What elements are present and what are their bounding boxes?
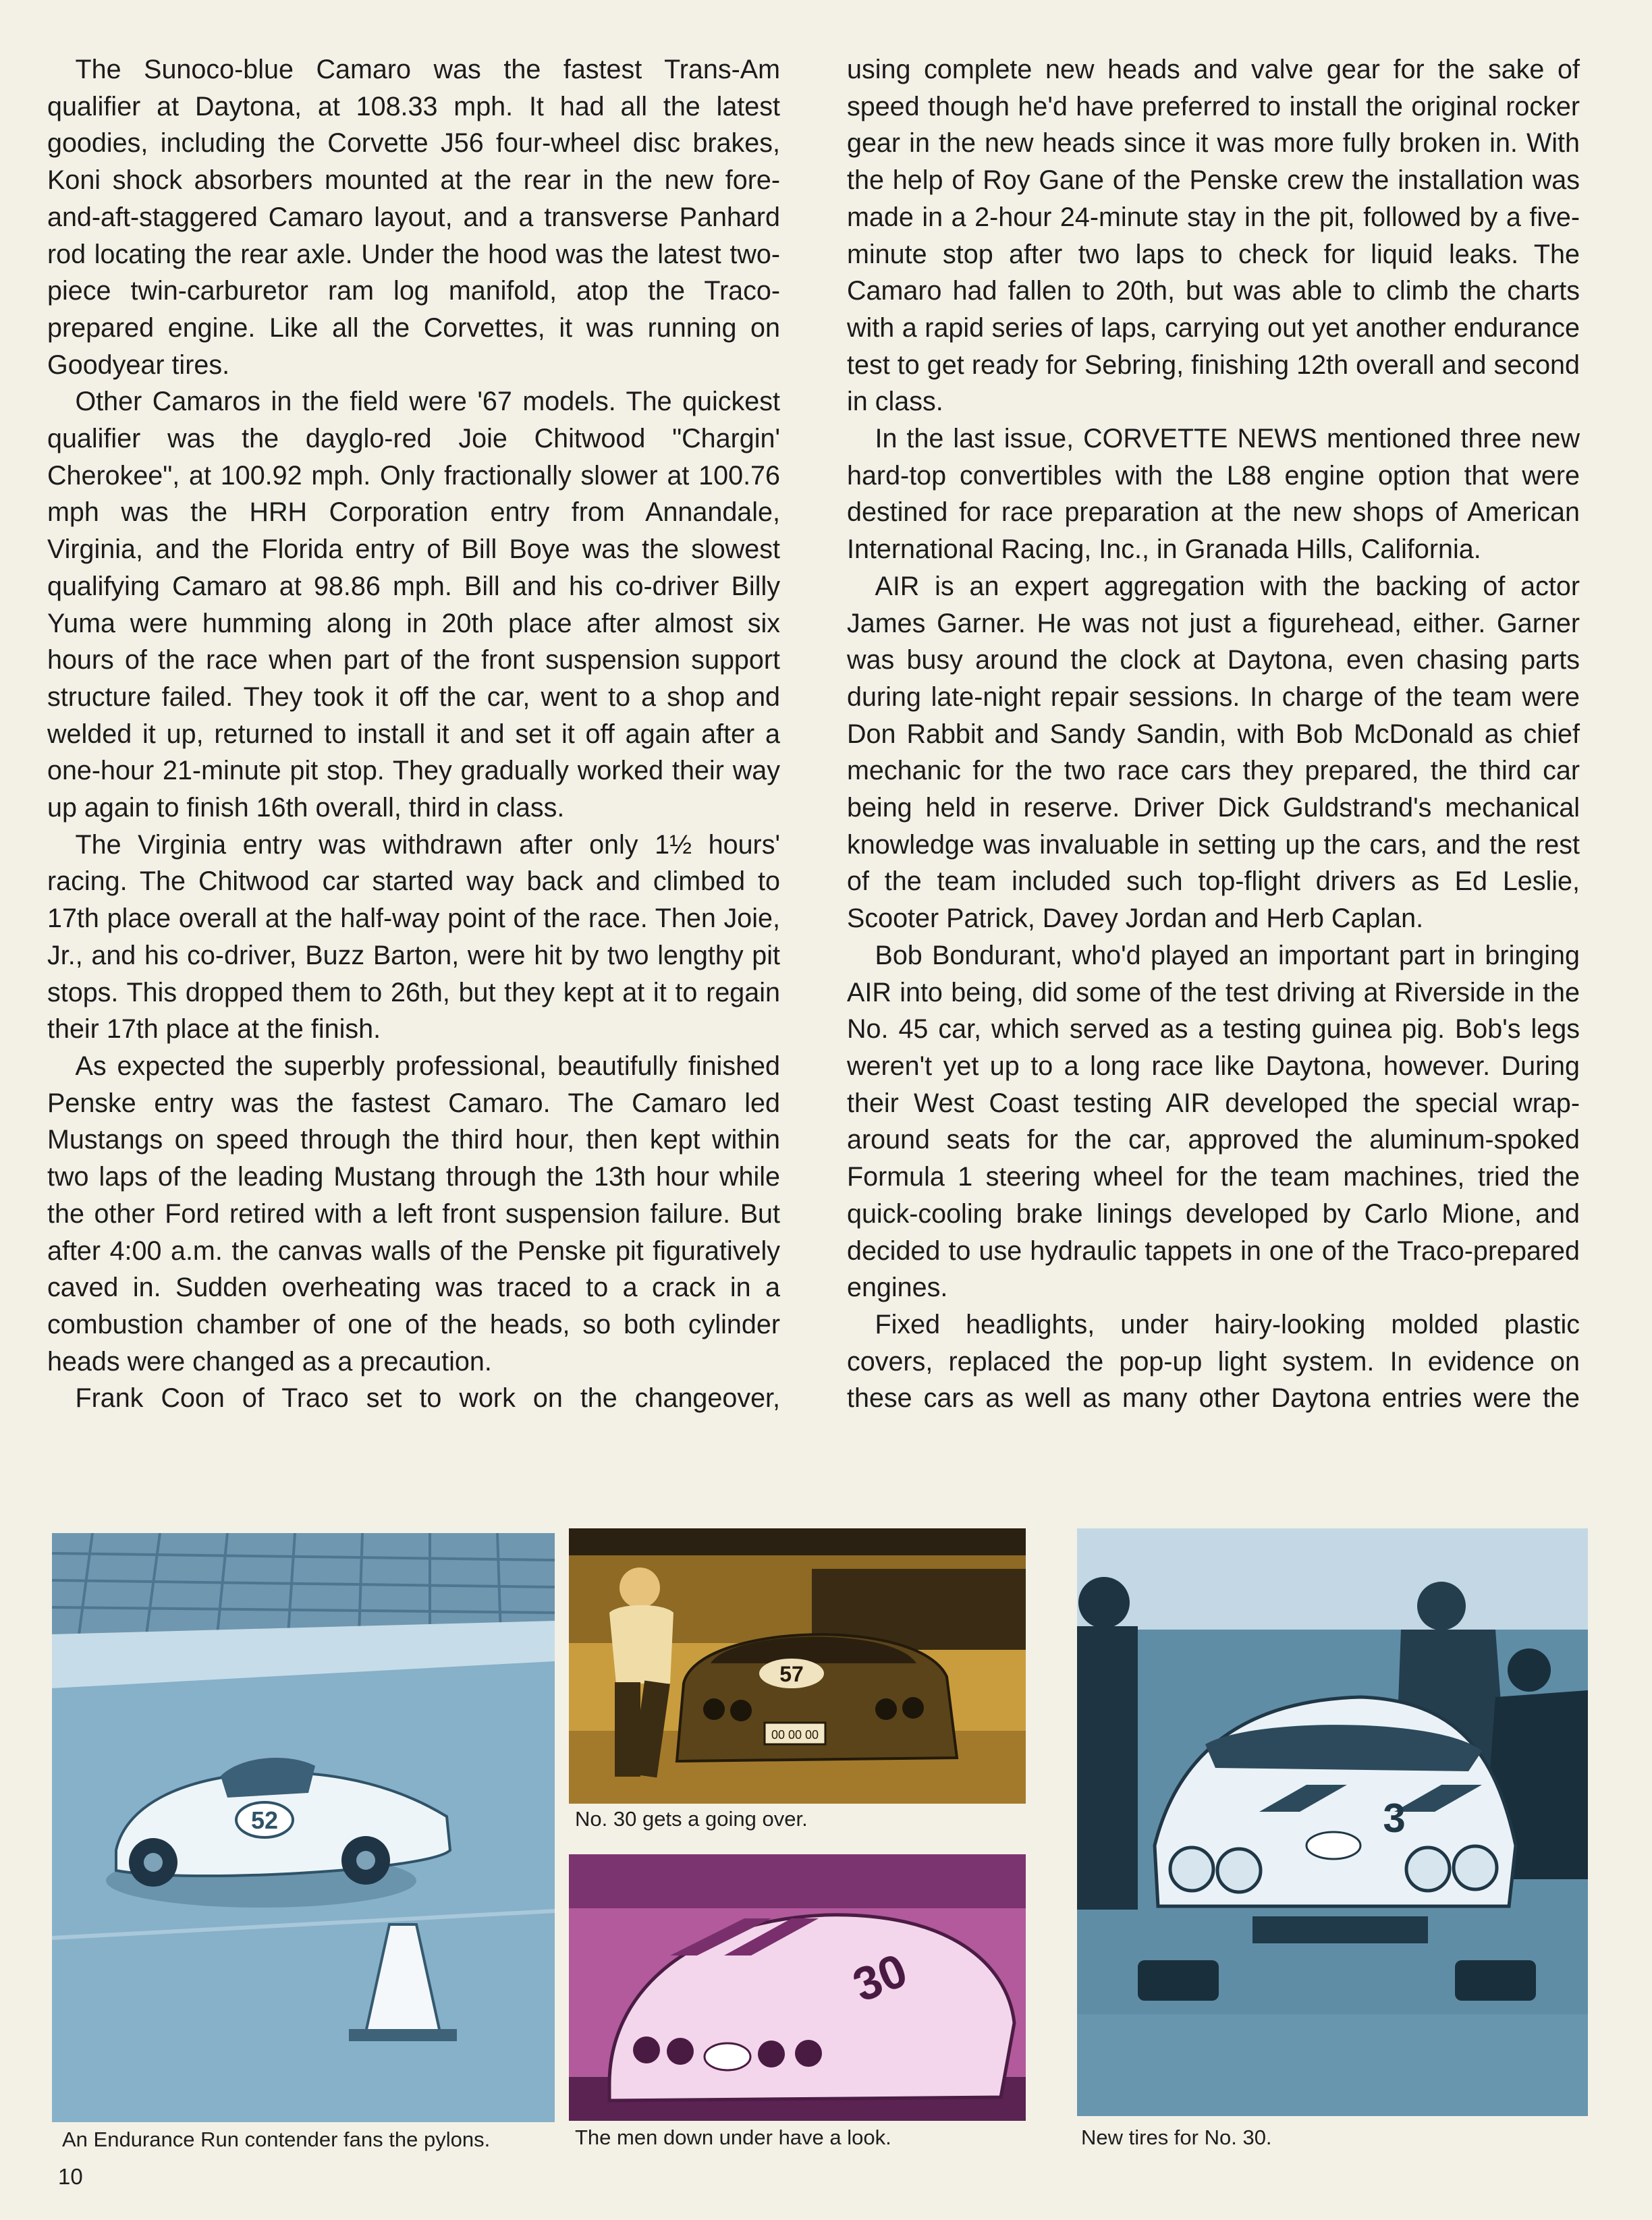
paragraph: AIR is an expert aggregation with the backing of actor James Garner. He was not just a figurehead, either. Garner was busy around the clock at Daytona, even chasing parts during late-night repair sessions. In charge of the team were Don Rabbit and Sandy Sandin, with Bob McDonald as chief mechanic for the two race cars they prepared, the third car being held in reserve. Driver Dick Guldstrand's mechanical knowledge was invaluable in setting up the cars, and the rest of the team included such top-flight drivers as Ed Leslie, Scooter Patrick, Davey Jordan and Herb Caplan. <box>847 571 1580 934</box>
caption-new-tires: New tires for No. 30. <box>1081 2126 1272 2149</box>
photo-new-tires <box>1077 1528 1588 2116</box>
paragraph: Frank Coon of Traco set to work on the changeover, <box>75 1383 780 1414</box>
photo-porsche-pylons <box>52 1533 555 2122</box>
photo-porsche-illustration <box>52 1533 555 2122</box>
paragraph: Other Camaros in the field were '67 models. The quickest qualifier was the dayglo-red Joie Chitwood "Chargin' Cherokee", at 100.92 mph. Only fractionally slower at 100.76 mph was the HRH Corporation entry from Annandale, Virginia, and the Florida entry of Bill Boye was the slowest qualifying Camaro at 98.86 mph. Bill and his co-driver Billy Yuma were humming along in 20th place after almost six hours of the race when part of the front suspension support structure failed. They took it off the car, went to a shop and welded it up, returned to install it and set it off again after a one-hour 21-minute pit stop. They gradually worked their way up again to finish 16th overall, third in class. <box>47 387 780 823</box>
photo-no30-illustration <box>569 1528 1026 1804</box>
car-number-porsche: 52 <box>250 1806 279 1834</box>
paragraph: Fixed headlights, under hairy-looking molded plastic covers, replaced the pop-up light system. In evidence on these cars as well as many other Daytona entries were the <box>847 1309 1580 1414</box>
car-number-tires: 3 <box>1383 1796 1406 1841</box>
car-number-pink: 30 <box>846 1943 914 2012</box>
caption-no30: No. 30 gets a going over. <box>575 1807 808 1831</box>
paragraph: The Virginia entry was withdrawn after only 1½ hours' racing. The Chitwood car started way back and climbed to 17th place overall at the half-way point of the race. Then Joie, Jr., and his co-driver, Buzz Barton, were hit by two lengthy pit stops. This dropped them to 26th, but they kept at it to regain their 17th place at the finish. <box>47 829 780 1045</box>
car-number-no30: 57 <box>779 1662 804 1686</box>
photo-men-down-under <box>569 1854 1026 2121</box>
photo-pink-illustration <box>569 1854 1026 2121</box>
license-plate: 00 00 00 <box>771 1728 819 1742</box>
paragraph: As expected the superbly professional, beautifully finished Penske entry was the fastest Camaro. The Camaro led Mustangs on speed through the third hour, then kept within two laps of the leading Mustang through the 13th hour while the other Ford retired with a left front suspension failure. But after 4:00 a.m. the canvas walls of the Penske pit figuratively caved in. Sudden overheating was traced to a crack in a combustion chamber of one of the heads, so both cylinder heads were changed as a precaution. <box>47 1051 780 1377</box>
paragraph: Bob Bondurant, who'd played an important part in bringing AIR into being, did some of the test driving at Riverside in the No. 45 car, which served as a testing guinea pig. Bob's legs weren't yet up to a long race like Daytona, however. During their West Coast testing AIR developed the special wrap-around seats for the car, approved the aluminum-spoked Formula 1 steering wheel for the team machines, tried the quick-cooling brake linings developed by Carlo Mione, and decided to use hydraulic tappets in one of the Traco-prepared engines. <box>847 940 1580 1303</box>
page-number: 10 <box>58 2164 83 2189</box>
paragraph: In the last issue, CORVETTE NEWS mentioned three new hard-top convertibles with the L88 engine option that were destined for race preparation at the new shops of American International Racing, Inc., in Granada Hills, California. <box>847 424 1580 565</box>
article-column-left <box>47 51 780 1417</box>
article-column-right <box>847 51 1580 1417</box>
paragraph: The Sunoco-blue Camaro was the fastest Trans-Am qualifier at Daytona, at 108.33 mph. It had all the latest goodies, including the Corvette J56 four-wheel disc brakes, Koni shock absorbers mounted at the rear in the new fore-and-aft-staggered Camaro layout, and a transverse Panhard rod locating the rear axle. Under the hood was the latest two-piece twin-carburetor ram log manifold, atop the Traco-prepared engine. Like all the Corvettes, it was running on Goodyear tires. <box>47 55 780 380</box>
caption-men-down-under: The men down under have a look. <box>575 2126 891 2149</box>
photo-no30-going-over <box>569 1528 1026 1804</box>
paragraph: using complete new heads and valve gear for the sake of speed though he'd have preferred to install the original rocker gear in the new heads since it was more fully broken in. With the help of Roy Gane of the Penske crew the installation was made in a 2-hour 24-minute stay in the pit, followed by a five-minute stop after two laps to check for liquid leaks. The Camaro had fallen to 20th, but was able to climb the charts with a rapid series of laps, carrying out yet another endurance test to get ready for Sebring, finishing 12th overall and second in class. <box>847 55 1580 417</box>
caption-porsche: An Endurance Run contender fans the pylons. <box>62 2128 491 2151</box>
photo-tires-illustration <box>1077 1528 1588 2116</box>
